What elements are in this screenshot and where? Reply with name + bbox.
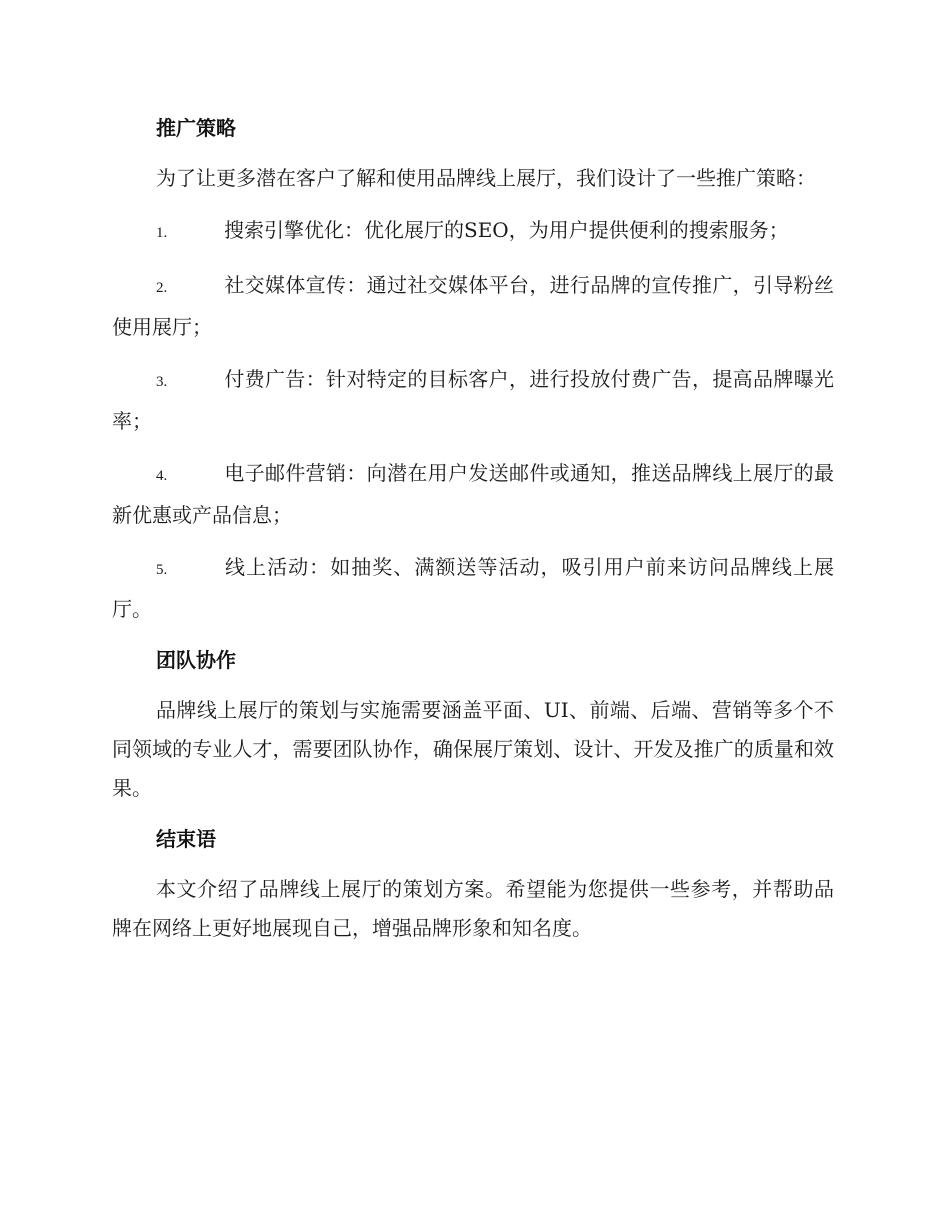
section-heading-conclusion: 结束语 xyxy=(156,827,216,851)
list-text: 搜索引擎优化：优化展厅的SEO，为用户提供便利的搜索服务； xyxy=(224,218,789,242)
conclusion-body: 本文介绍了品牌线上展厅的策划方案。希望能为您提供一些参考，并帮助品牌在网络上更好地展现自己，增强品牌形象和知名度。 xyxy=(112,877,834,940)
list-item xyxy=(112,360,834,441)
list-item xyxy=(112,211,834,253)
list-number: 1. xyxy=(156,225,168,241)
list-number: 2. xyxy=(156,280,168,296)
list-item xyxy=(112,266,834,347)
list-number: 5. xyxy=(156,562,168,578)
list-item xyxy=(112,548,834,629)
list-item xyxy=(112,454,834,535)
section-heading-teamwork: 团队协作 xyxy=(156,648,236,672)
teamwork-body: 品牌线上展厅的策划与实施需要涵盖平面、UI、前端、后端、营销等多个不同领域的专业人才，需要团队协作，确保展厅策划、设计、开发及推广的质量和效果。 xyxy=(112,698,834,800)
list-text: 付费广告：针对特定的目标客户，进行投放付费广告，提高品牌曝光率； xyxy=(112,367,834,433)
list-text: 线上活动：如抽奖、满额送等活动，吸引用户前来访问品牌线上展厅。 xyxy=(112,555,834,621)
document-page xyxy=(112,110,834,961)
section-heading-promotion: 推广策略 xyxy=(156,116,236,140)
list-number: 3. xyxy=(156,374,168,390)
list-number: 4. xyxy=(156,468,168,484)
list-text: 社交媒体宣传：通过社交媒体平台，进行品牌的宣传推广，引导粉丝使用展厅； xyxy=(112,273,834,339)
list-text: 电子邮件营销：向潜在用户发送邮件或通知，推送品牌线上展厅的最新优惠或产品信息； xyxy=(112,461,834,527)
promotion-intro: 为了让更多潜在客户了解和使用品牌线上展厅，我们设计了一些推广策略： xyxy=(156,166,816,190)
